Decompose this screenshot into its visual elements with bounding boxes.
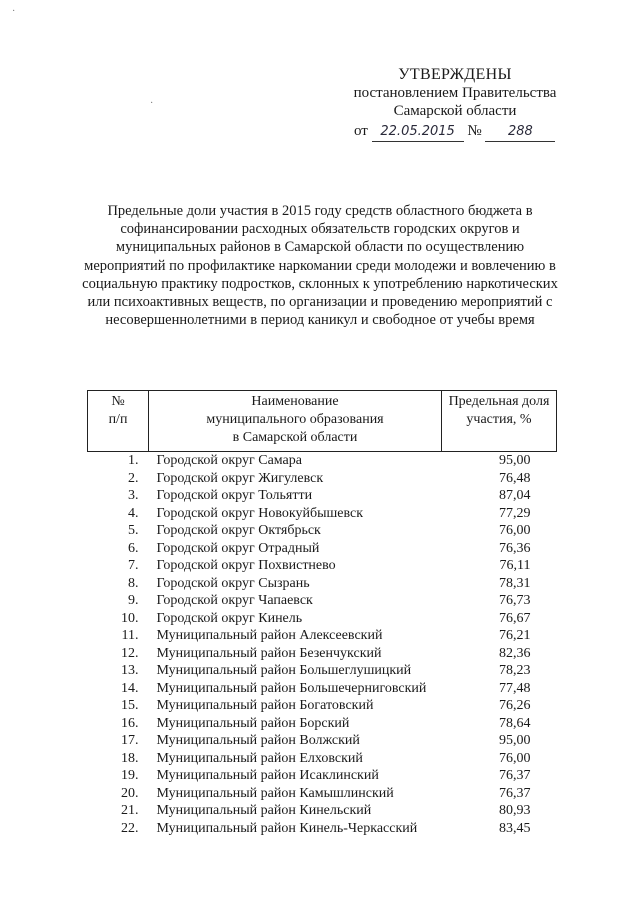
municipality-name: Муниципальный район Борский bbox=[156, 715, 350, 731]
share-value: 87,04 bbox=[499, 488, 531, 503]
municipality-name: Городской округ Отрадный bbox=[156, 540, 320, 556]
table-row bbox=[88, 627, 557, 645]
table-row bbox=[88, 592, 557, 610]
table-row bbox=[88, 575, 557, 593]
header-number-line: п/п bbox=[108, 412, 128, 427]
number-label: № bbox=[467, 123, 482, 139]
row-number: 4. bbox=[128, 505, 139, 521]
municipality-name: Городской округ Новокуйбышевск bbox=[156, 505, 364, 521]
table-row bbox=[88, 697, 557, 715]
header-share-line: Предельная доля bbox=[448, 394, 550, 409]
municipality-name: Городской округ Октябрьск bbox=[156, 523, 321, 538]
municipality-name: Муниципальный район Волжский bbox=[156, 733, 360, 748]
table-row bbox=[88, 557, 557, 575]
municipality-name: Городской округ Сызрань bbox=[156, 575, 310, 591]
row-number: 12. bbox=[121, 645, 139, 661]
row-number: 5. bbox=[128, 523, 139, 538]
row-number: 19. bbox=[121, 768, 139, 783]
share-value: 76,21 bbox=[499, 628, 531, 643]
row-number: 9. bbox=[128, 593, 139, 608]
header-name bbox=[149, 391, 442, 452]
share-value: 76,26 bbox=[499, 698, 531, 713]
table-row bbox=[88, 820, 557, 838]
table-row bbox=[88, 802, 557, 820]
scan-speck: · bbox=[150, 98, 154, 109]
municipality-name: Городской округ Чапаевск bbox=[156, 593, 313, 608]
share-value: 95,00 bbox=[499, 453, 531, 468]
row-number: 6. bbox=[128, 540, 139, 556]
approval-date-number bbox=[350, 122, 560, 142]
header-number-line: № bbox=[111, 394, 125, 409]
table-row bbox=[88, 540, 557, 558]
municipality-name: Муниципальный район Безенчукский bbox=[156, 645, 382, 661]
row-number: 18. bbox=[121, 750, 139, 766]
share-value: 76,48 bbox=[499, 470, 531, 486]
table-row bbox=[88, 505, 557, 523]
row-number: 8. bbox=[128, 575, 139, 591]
handwritten-number: 288 bbox=[485, 123, 555, 142]
share-value: 76,37 bbox=[499, 768, 531, 783]
table-row bbox=[88, 522, 557, 540]
row-number: 1. bbox=[128, 453, 139, 468]
share-value: 76,67 bbox=[499, 610, 531, 626]
approval-title: УТВЕРЖДЕНЫ bbox=[398, 66, 512, 83]
scan-speck: · bbox=[12, 6, 16, 17]
municipality-name: Муниципальный район Кинель-Черкасский bbox=[156, 820, 418, 836]
municipality-name: Муниципальный район Кинельский bbox=[156, 803, 372, 818]
approval-stamp bbox=[350, 66, 560, 142]
header-name-line: Наименование bbox=[251, 394, 339, 409]
table-row bbox=[88, 662, 557, 680]
share-value: 76,73 bbox=[499, 593, 531, 608]
municipality-name: Городской округ Тольятти bbox=[156, 488, 313, 503]
share-value: 82,36 bbox=[499, 645, 531, 661]
table-row bbox=[88, 767, 557, 785]
share-value: 80,93 bbox=[499, 803, 531, 818]
table-row bbox=[88, 785, 557, 803]
table-row bbox=[88, 732, 557, 750]
municipality-name: Городской округ Жигулевск bbox=[156, 470, 324, 486]
row-number: 2. bbox=[128, 470, 139, 486]
row-number: 22. bbox=[121, 820, 139, 836]
share-value: 76,37 bbox=[499, 785, 531, 801]
table-row bbox=[88, 715, 557, 733]
row-number: 11. bbox=[121, 628, 139, 643]
share-value: 95,00 bbox=[499, 733, 531, 748]
table-body bbox=[88, 452, 557, 838]
header-name-line: муниципального образования bbox=[206, 412, 384, 427]
share-value: 83,45 bbox=[499, 820, 531, 836]
share-value: 76,11 bbox=[499, 558, 531, 573]
share-value: 78,23 bbox=[499, 663, 531, 678]
municipality-name: Муниципальный район Елховский bbox=[156, 750, 363, 766]
share-value: 76,36 bbox=[499, 540, 531, 556]
table-row bbox=[88, 452, 557, 470]
municipality-name: Муниципальный район Алексеевский bbox=[156, 628, 383, 643]
municipality-name: Муниципальный район Большечерниговский bbox=[156, 680, 427, 696]
table-row bbox=[88, 470, 557, 488]
table-header-row bbox=[88, 391, 557, 452]
row-number: 3. bbox=[128, 488, 139, 503]
table-row bbox=[88, 750, 557, 768]
table-row bbox=[88, 680, 557, 698]
document-heading: Предельные доли участия в 2015 году средств областного бюджета в софинансировании расходных обязательств городских округов и муниципальных районов в Самарской области по осуществлению мероприятий по профилактике наркомании среди молодежи и вовлечению в социальную практику подростков, склонных к употреблению наркотических или психоактивных веществ, по организации и проведению мероприятий с несовершеннолетними в период каникул и свободное от учебы время bbox=[82, 203, 558, 329]
share-value: 76,00 bbox=[499, 523, 531, 538]
approval-line-1: постановлением Правительства bbox=[353, 85, 557, 101]
row-number: 17. bbox=[121, 733, 139, 748]
header-share bbox=[442, 391, 557, 452]
share-value: 77,48 bbox=[499, 680, 531, 696]
municipality-name: Городской округ Самара bbox=[156, 453, 302, 468]
row-number: 15. bbox=[121, 698, 139, 713]
row-number: 7. bbox=[128, 558, 139, 573]
approval-line-2: Самарской области bbox=[393, 103, 517, 119]
table-row bbox=[88, 487, 557, 505]
row-number: 21. bbox=[121, 803, 139, 818]
municipality-name: Муниципальный район Большеглушицкий bbox=[156, 663, 412, 678]
table-row bbox=[88, 610, 557, 628]
row-number: 10. bbox=[121, 610, 139, 626]
share-value: 78,64 bbox=[499, 715, 531, 731]
share-value: 77,29 bbox=[499, 505, 531, 521]
row-number: 14. bbox=[121, 680, 139, 696]
municipality-name: Городской округ Похвистнево bbox=[156, 558, 336, 573]
row-number: 16. bbox=[121, 715, 139, 731]
municipality-name: Муниципальный район Камышлинский bbox=[156, 785, 394, 801]
header-share-line: участия, % bbox=[466, 412, 532, 427]
table-row bbox=[88, 645, 557, 663]
row-number: 20. bbox=[121, 785, 139, 801]
row-number: 13. bbox=[121, 663, 139, 678]
header-name-line: в Самарской области bbox=[232, 430, 358, 445]
shares-table bbox=[87, 390, 557, 837]
share-value: 78,31 bbox=[499, 575, 531, 591]
municipality-name: Городской округ Кинель bbox=[156, 610, 303, 626]
municipality-name: Муниципальный район Богатовский bbox=[156, 698, 374, 713]
handwritten-date: 22.05.2015 bbox=[372, 123, 464, 142]
from-label: от bbox=[354, 123, 368, 139]
share-value: 76,00 bbox=[499, 750, 531, 766]
header-number bbox=[88, 391, 149, 452]
municipality-name: Муниципальный район Исаклинский bbox=[156, 768, 379, 783]
